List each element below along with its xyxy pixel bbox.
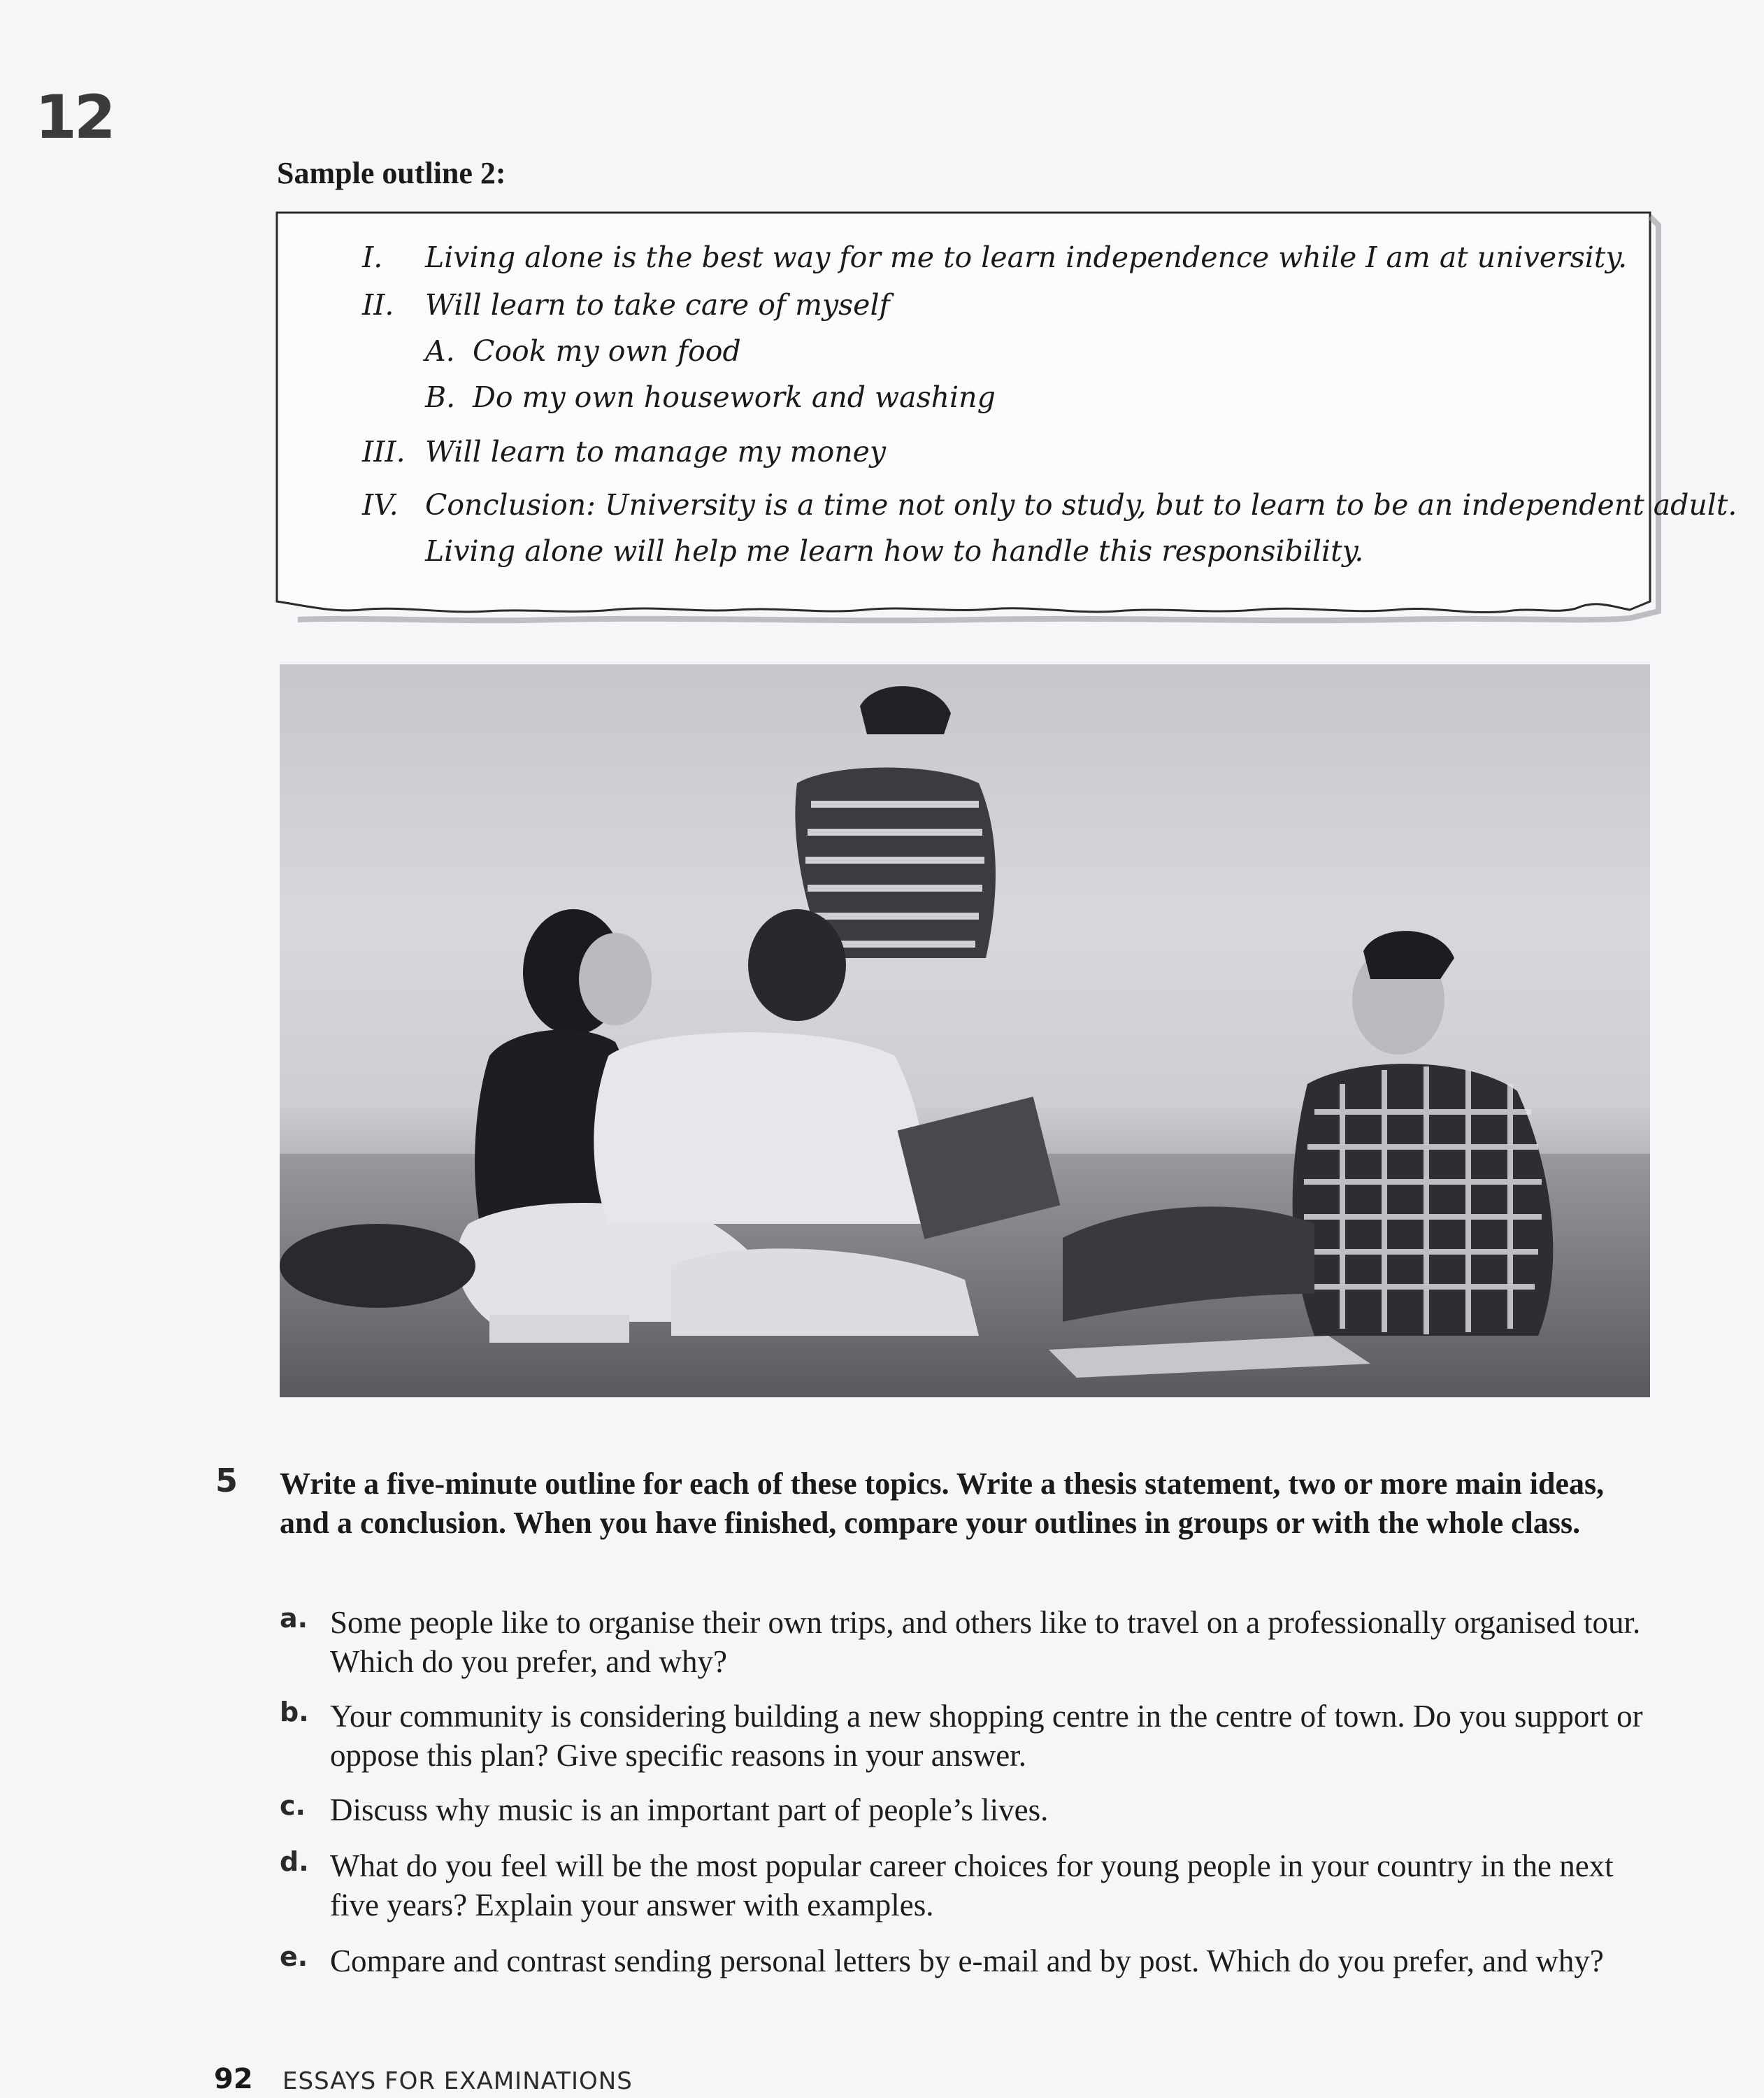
- topic-letter: e.: [280, 1941, 308, 1972]
- outline-numeral: I.: [362, 241, 383, 274]
- topic-letter: b.: [280, 1697, 309, 1727]
- exercise-instruction: Write a five-minute outline for each of these topics. Write a thesis statement, two or more main ideas, and a conclusion. When you have finished, compare your outlines in groups or with the whole class.: [280, 1467, 1605, 1540]
- outline-box: [277, 210, 1737, 573]
- outline-text: Do my own housework and washing: [473, 380, 996, 414]
- topic-text: Compare and contrast sending personal letters by e-mail and by post. Which do you prefer, and why?: [330, 1943, 1604, 1978]
- topic-text: Your community is considering building a new shopping centre in the centre of town. Do you support or oppose this plan? Give specific reasons in your answer.: [330, 1699, 1643, 1773]
- outline-letter: B.: [425, 380, 456, 414]
- chapter-number: 12: [35, 83, 113, 152]
- topic-letter: d.: [280, 1846, 309, 1877]
- topic-text: Discuss why music is an important part of people’s lives.: [330, 1792, 1049, 1827]
- outline-text: Conclusion: University is a time not only to study, but to learn to be an independent adult.: [425, 488, 1737, 522]
- topic-letter: a.: [280, 1603, 308, 1634]
- outline-title: Sample outline 2:: [277, 156, 506, 190]
- photo-illustration: [280, 664, 1650, 1397]
- outline-text: Living alone will help me learn how to handle this responsibility.: [425, 534, 1364, 568]
- topic-text: What do you feel will be the most popular career choices for young people in your country in the next five years? Explain your answer with examples.: [330, 1848, 1614, 1922]
- outline-numeral: II.: [362, 288, 394, 322]
- outline-text: Living alone is the best way for me to learn independence while I am at university.: [425, 241, 1628, 274]
- page-number: 92: [214, 2063, 253, 2095]
- outline-numeral: IV.: [362, 488, 399, 522]
- outline-text: Will learn to manage my money: [425, 435, 887, 469]
- students-photo: [280, 664, 1650, 1397]
- exercise-number: 5: [215, 1462, 238, 1499]
- running-footer-title: ESSAYS FOR EXAMINATIONS: [282, 2067, 633, 2095]
- topic-text: Some people like to organise their own trips, and others like to travel on a professionally organised tour. Which do you prefer, and why?: [330, 1605, 1641, 1679]
- topic-letter: c.: [280, 1790, 306, 1821]
- outline-text: Will learn to take care of myself: [425, 288, 890, 322]
- outline-text: Cook my own food: [473, 334, 741, 368]
- outline-letter: A.: [425, 334, 455, 368]
- outline-numeral: III.: [362, 435, 406, 469]
